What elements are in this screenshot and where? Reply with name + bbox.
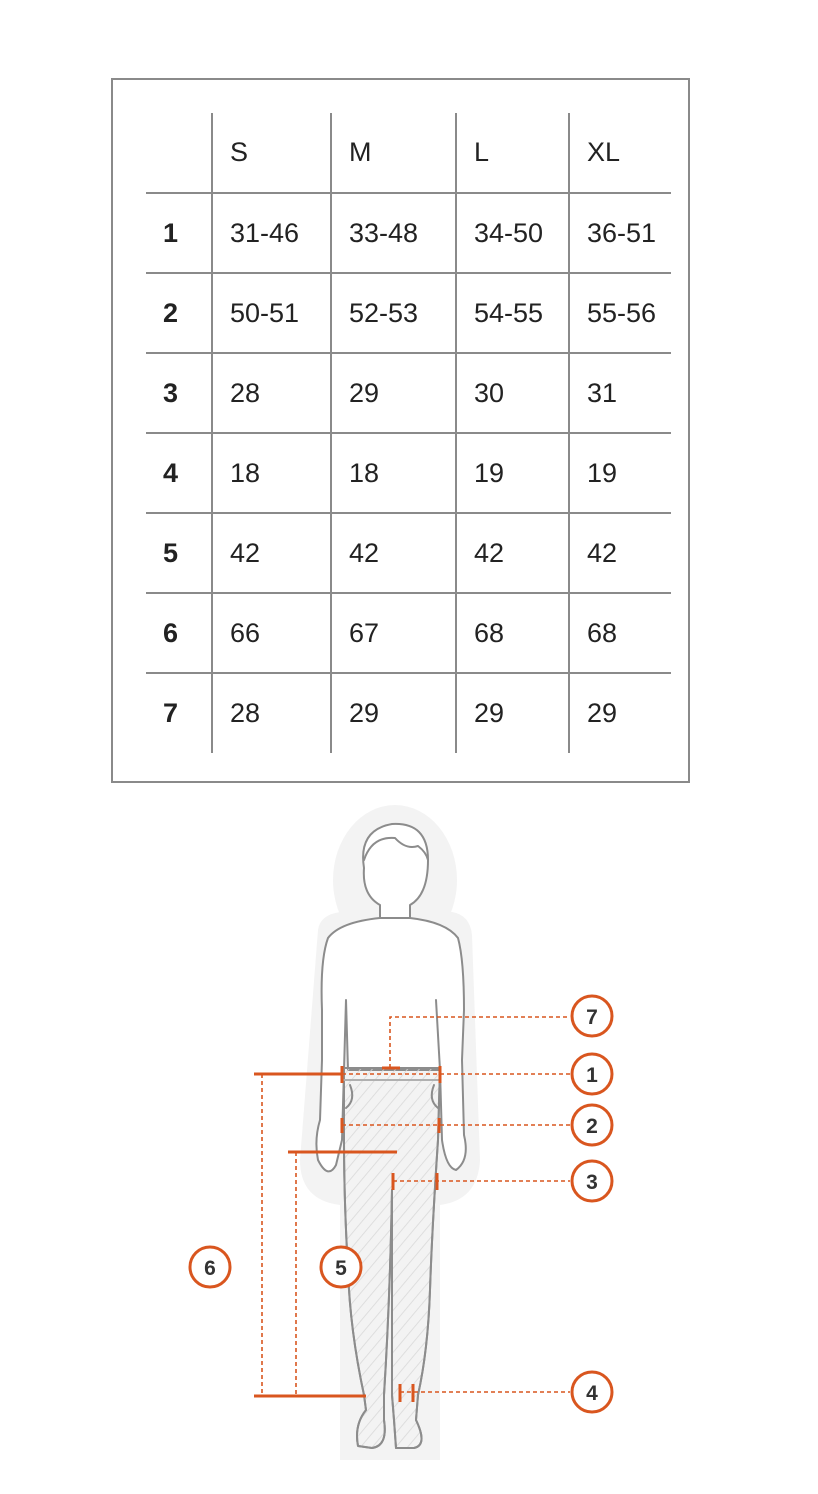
table-cell: 68 [456,593,569,673]
marker-5 [321,1247,361,1287]
table-cell: 19 [456,433,569,513]
table-cell: 29 [331,353,456,433]
header-cell-s: S [212,113,331,193]
header-cell-l: L [456,113,569,193]
table-cell: 52-53 [331,273,456,353]
table-cell: 18 [331,433,456,513]
marker-2 [572,1105,612,1145]
marker-7 [572,996,612,1036]
marker-1 [572,1054,612,1094]
marker-6-label: 6 [204,1257,216,1280]
marker-3 [572,1161,612,1201]
table-cell: 29 [331,673,456,753]
marker-4-label: 4 [586,1382,598,1405]
table-cell: 42 [331,513,456,593]
table-cell: 28 [212,673,331,753]
table-cell: 68 [569,593,671,673]
table-cell: 28 [212,353,331,433]
table-cell: 54-55 [456,273,569,353]
marker-2-label: 2 [586,1115,598,1138]
header-cell [146,113,212,193]
table-row [146,433,671,513]
table-row [146,593,671,673]
table-cell: 19 [569,433,671,513]
table-cell: 29 [569,673,671,753]
row-label: 2 [146,273,212,353]
table-cell: 42 [456,513,569,593]
table-cell: 42 [569,513,671,593]
table-cell: 30 [456,353,569,433]
header-cell-xl: XL [569,113,671,193]
marker-3-label: 3 [586,1171,598,1194]
table-cell: 36-51 [569,193,671,273]
table-row [146,273,671,353]
row-label: 3 [146,353,212,433]
size-table [146,113,671,753]
table-row [146,673,671,753]
row-label: 5 [146,513,212,593]
marker-5-label: 5 [335,1257,347,1280]
measurement-figure [0,800,818,1480]
table-row [146,193,671,273]
size-table-frame [111,78,690,783]
table-header-row [146,113,671,193]
marker-4 [572,1372,612,1412]
row-label: 6 [146,593,212,673]
table-cell: 31 [569,353,671,433]
table-cell: 55-56 [569,273,671,353]
row-label: 1 [146,193,212,273]
marker-1-label: 1 [586,1064,598,1087]
marker-7-label: 7 [586,1006,598,1029]
row-label: 4 [146,433,212,513]
table-cell: 18 [212,433,331,513]
row-label: 7 [146,673,212,753]
table-cell: 42 [212,513,331,593]
table-row [146,353,671,433]
header-cell-m: M [331,113,456,193]
table-cell: 34-50 [456,193,569,273]
table-cell: 33-48 [331,193,456,273]
table-cell: 66 [212,593,331,673]
table-cell: 67 [331,593,456,673]
marker-6 [190,1247,230,1287]
table-row [146,513,671,593]
table-cell: 31-46 [212,193,331,273]
table-cell: 29 [456,673,569,753]
table-cell: 50-51 [212,273,331,353]
